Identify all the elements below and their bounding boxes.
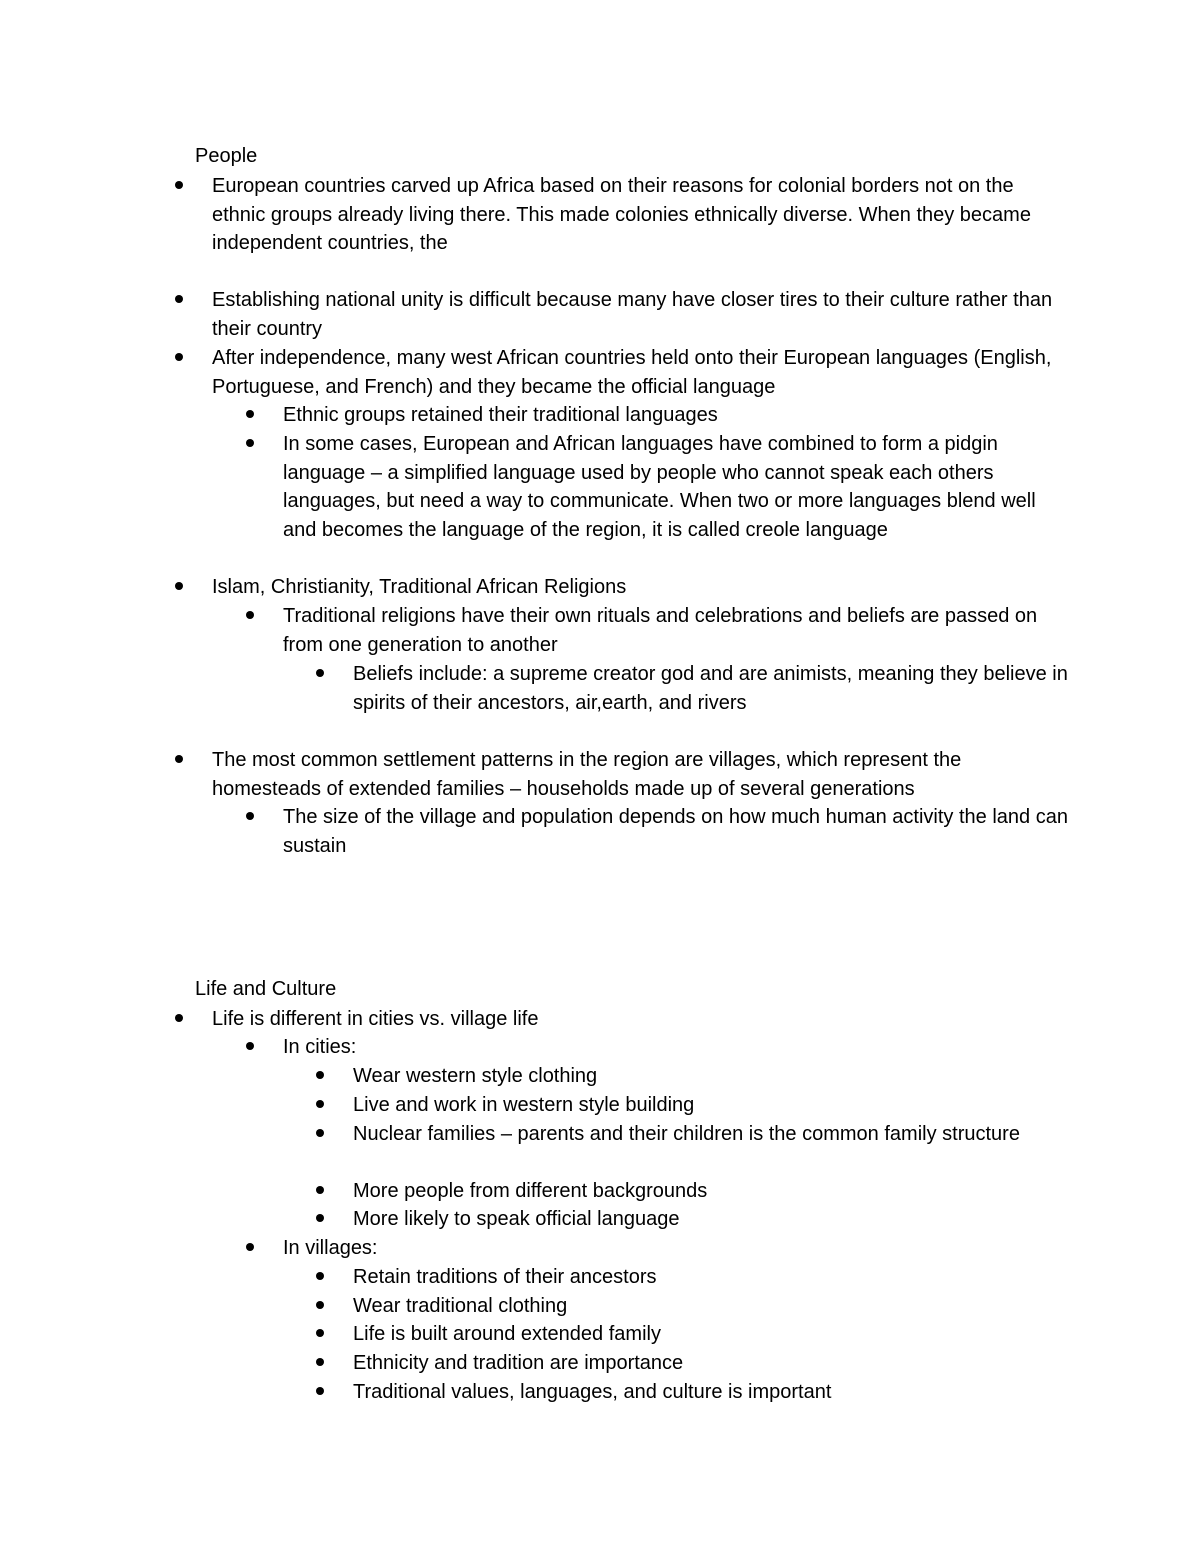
list-item: In villages: — [283, 1237, 378, 1259]
list-item: More likely to speak official language — [353, 1208, 680, 1230]
list-item: Wear traditional clothing — [353, 1295, 568, 1317]
section-heading-life-and-culture: Life and Culture — [195, 978, 337, 1000]
list-item: In some cases, European and African languages have combined to form a pidgin language – a simplified language used by people who cannot speak each others languages, but need a way to communicate. When two or more languages blend well and becomes the language of the region, it is called creole language — [283, 433, 1036, 542]
list-item: After independence, many west African countries held onto their European languages (English, Portuguese, and French) and they became the official language — [212, 347, 1052, 398]
list-item: Life is different in cities vs. village life — [212, 1008, 539, 1030]
list-item: Beliefs include: a supreme creator god and are animists, meaning they believe in spirits of their ancestors, air,earth, and rivers — [353, 663, 1068, 714]
list-item: Ethnicity and tradition are importance — [353, 1352, 684, 1374]
section-heading-people: People — [195, 145, 258, 167]
list-item: Traditional religions have their own rituals and celebrations and beliefs are passed on from one generation to another — [283, 605, 1038, 656]
list-item: Life is built around extended family — [353, 1323, 661, 1345]
list-item: The size of the village and population depends on how much human activity the land can sustain — [283, 806, 1068, 857]
list-item: Establishing national unity is difficult because many have closer tires to their culture rather than their country — [212, 289, 1053, 340]
list-item: More people from different backgrounds — [353, 1180, 708, 1202]
list-item: The most common settlement patterns in the region are villages, which represent the homesteads of extended families – households made up of several generations — [212, 749, 962, 800]
list-item: Nuclear families – parents and their children is the common family structure — [353, 1123, 1020, 1145]
list-item: Wear western style clothing — [353, 1065, 598, 1087]
list-item: In cities: — [283, 1036, 357, 1058]
list-item: Ethnic groups retained their traditional languages — [283, 404, 718, 426]
list-item: Live and work in western style building — [353, 1094, 695, 1116]
list-item: Islam, Christianity, Traditional African Religions — [212, 576, 627, 598]
list-item: Traditional values, languages, and culture is important — [353, 1381, 832, 1403]
list-item: Retain traditions of their ancestors — [353, 1266, 657, 1288]
list-item: European countries carved up Africa based on their reasons for colonial borders not on the ethnic groups already living there. This made colonies ethnically diverse. When they became independent countries, the — [212, 175, 1031, 255]
